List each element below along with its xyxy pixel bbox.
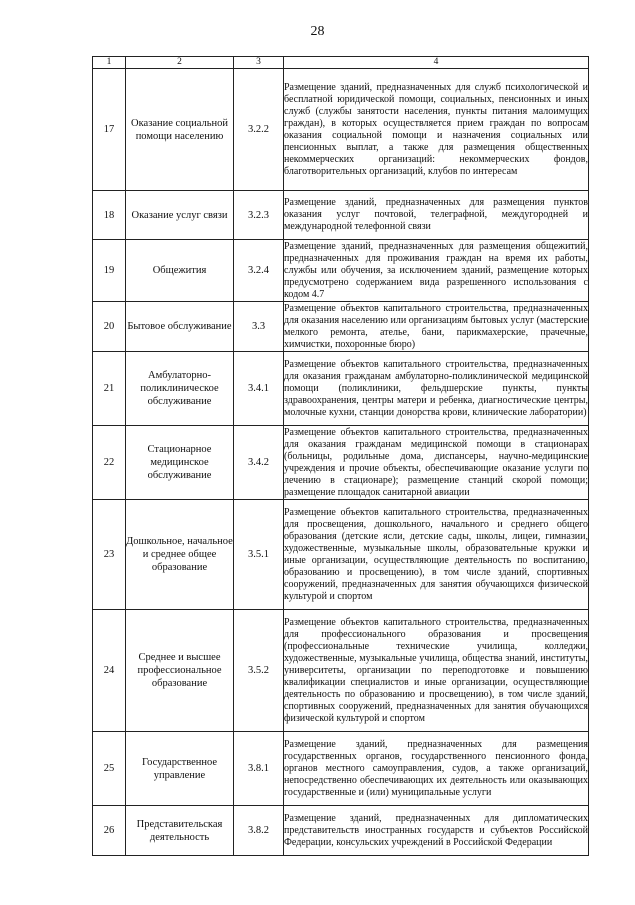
- use-name: Стационарное медицинское обслуживание: [126, 426, 234, 500]
- use-code: 3.2.2: [234, 69, 284, 191]
- use-description: Размещение зданий, предназначенных для размещения пунктов оказания услуг почтовой, телеграфной, междугородней и международной телефонной связи: [284, 191, 589, 240]
- row-number: 26: [93, 806, 126, 856]
- use-code: 3.8.1: [234, 732, 284, 806]
- use-code: 3.3: [234, 302, 284, 352]
- use-code: 3.5.2: [234, 610, 284, 732]
- row-number: 21: [93, 352, 126, 426]
- table-row: [93, 69, 589, 191]
- use-description: Размещение объектов капитального строительства, предназначенных для просвещения, дошкольного, начального и среднего общего образования (детские ясли, детские сады, школы, лицеи, гимназии, художественные, музыкальные школы, образовательные кружки и иные организации, осуществляющие деятельность по воспитанию, образованию и просвещению), в том числе зданий, спортивных сооружений, предназначенных для занятия обучающихся физической культурой и спортом: [284, 500, 589, 610]
- header-col-3: 3: [234, 57, 284, 69]
- row-number: 19: [93, 240, 126, 302]
- use-description: Размещение зданий, предназначенных для служб психологической и бесплатной юридической помощи, социальных, пенсионных и иных служб (службы занятости населения, пункты питания малоимущих граждан), в которых осуществляется прием граждан по вопросам оказания социальной помощи и назначения социальных или пенсионных выплат, а также для размещения общественных некоммерческих организаций: некоммерческих фондов, благотворительных организаций, клубов по интересам: [284, 69, 589, 191]
- table-row: [93, 352, 589, 426]
- use-code: 3.4.2: [234, 426, 284, 500]
- use-code: 3.8.2: [234, 806, 284, 856]
- table-row: [93, 732, 589, 806]
- use-code: 3.2.3: [234, 191, 284, 240]
- use-name: Оказание услуг связи: [126, 191, 234, 240]
- table-row: [93, 191, 589, 240]
- use-name: Представительская деятельность: [126, 806, 234, 856]
- table-row: [93, 240, 589, 302]
- use-name: Амбулаторно-поликлиническое обслуживание: [126, 352, 234, 426]
- use-code: 3.2.4: [234, 240, 284, 302]
- page-number: 28: [310, 24, 325, 39]
- use-name: Дошкольное, начальное и среднее общее образование: [126, 500, 234, 610]
- header-row: [93, 57, 589, 69]
- use-name: Государственное управление: [126, 732, 234, 806]
- table-row: [93, 610, 589, 732]
- row-number: 24: [93, 610, 126, 732]
- row-number: 17: [93, 69, 126, 191]
- use-name: Общежития: [126, 240, 234, 302]
- use-description: Размещение объектов капитального строительства, предназначенных для профессионального образования и просвещения (профессиональные технические училища, колледжи, художественные, музыкальные училища, общества знаний, институты, университеты, организации по переподготовке и повышению квалификации специалистов и иные организации, осуществляющие деятельность по образованию и просвещению), в том числе зданий, спортивных сооружений, предназначенных для занятия обучающихся физической культурой и спортом: [284, 610, 589, 732]
- table-row: [93, 426, 589, 500]
- header-col-2: 2: [126, 57, 234, 69]
- use-code: 3.5.1: [234, 500, 284, 610]
- use-description: Размещение зданий, предназначенных для дипломатических представительств иностранных государств и субъектов Российской Федерации, консульских учреждений в Российской Федерации: [284, 806, 589, 856]
- table-row: [93, 500, 589, 610]
- row-number: 23: [93, 500, 126, 610]
- land-use-table: [92, 56, 589, 856]
- row-number: 22: [93, 426, 126, 500]
- use-description: Размещение объектов капитального строительства, предназначенных для оказания населению или организациям бытовых услуг (мастерские мелкого ремонта, ателье, бани, парикмахерские, прачечные, химчистки, похоронные бюро): [284, 302, 588, 350]
- row-number: 18: [93, 191, 126, 240]
- use-description: Размещение зданий, предназначенных для размещения общежитий, предназначенных для проживания граждан на время их работы, службы или обучения, за исключением зданий, размещение которых предусмотрено содержанием вида разрешенного использования с кодом 4.7: [284, 240, 588, 300]
- row-number: 25: [93, 732, 126, 806]
- use-name: Оказание социальной помощи населению: [126, 69, 234, 191]
- use-name: Среднее и высшее профессиональное образование: [126, 610, 234, 732]
- use-name: Бытовое обслуживание: [126, 302, 234, 352]
- use-description: Размещение объектов капитального строительства, предназначенных для оказания гражданам медицинской помощи в стационарах (больницы, родильные дома, диспансеры, научно-медицинские учреждения и прочие объекты, обеспечивающие оказание услуги по лечению в стационаре); размещение станций скорой помощи; размещение площадок санитарной авиации: [284, 426, 588, 498]
- header-col-4: 4: [284, 57, 589, 69]
- row-number: 20: [93, 302, 126, 352]
- table-row: [93, 806, 589, 856]
- header-col-1: 1: [93, 57, 126, 69]
- use-code: 3.4.1: [234, 352, 284, 426]
- use-description: Размещение объектов капитального строительства, предназначенных для оказания гражданам амбулаторно-поликлинической медицинской помощи (поликлиники, фельдшерские пункты, пункты здравоохранения, центры матери и ребенка, диагностические центры, молочные кухни, станции донорства крови, клинические лаборатории): [284, 352, 589, 426]
- table-row: [93, 302, 589, 352]
- use-description: Размещение зданий, предназначенных для размещения государственных органов, государственного пенсионного фонда, органов местного самоуправления, судов, а также организаций, непосредственно обеспечивающих их деятельность или оказывающих государственные и (или) муниципальные услуги: [284, 732, 589, 806]
